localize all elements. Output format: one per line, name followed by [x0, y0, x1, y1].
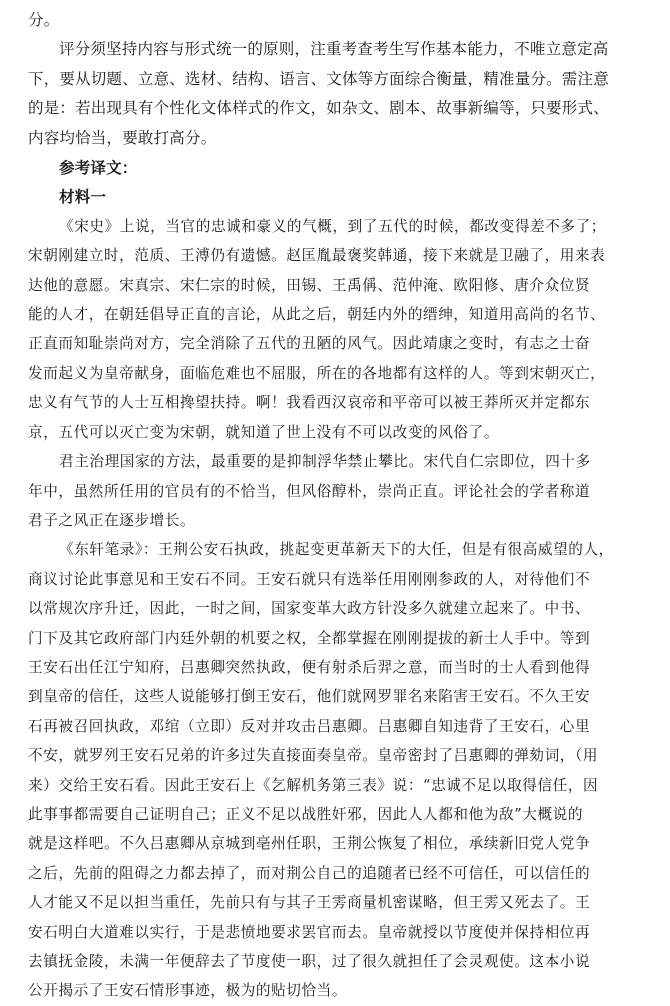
para2-line-1: 君主治理国家的方法，最重要的是抑制浮华禁止攀比。宋代自仁宗即位，四十多: [59, 453, 591, 471]
para3-line-6: 到皇帝的信任，这些人说能够打倒王安石，他们就网罗罪名来陷害王安石。不久王安: [28, 688, 591, 706]
para3-line-3: 以常规次序升迁，因此，一时之间，国家变革大政方针没多久就建立起来了。中书、: [28, 600, 591, 618]
intro-line-1: 分。: [28, 11, 60, 29]
para3-line-7: 石再被召回执政，邓绾（立即）反对并攻击吕惠卿。吕惠卿自知违背了王安石，心里: [28, 717, 591, 735]
para2-line-2: 年中，虽然所任用的官员有的不恰当，但风俗醇朴，崇尚正直。评论社会的学者称道: [28, 482, 591, 500]
para3-line-9: 来）交给王安石看。因此王安石上《乞解机务第三表》说：“忠诚不足以取得信任，因: [28, 776, 599, 794]
para3-line-14: 安石明白大道难以实行，于是悲愤地要求罢官而去。皇帝就授以节度使并保持相位再: [28, 923, 591, 941]
para2-line-3: 君子之风正在逐步增长。: [28, 511, 196, 529]
para3-line-1: 《东轩笔录》：王荆公安石执政，挑起变更革新天下的大任，但是有很高威望的人，: [59, 541, 614, 559]
para3-line-15: 去镇抚金陵，未满一年便辞去了节度使一职，过了很久就担任了会灵观使。这本小说: [28, 953, 591, 970]
para3-line-11: 就是这样吧。不久吕惠卿从京城到亳州任职，王荆公恢复了相位，承续新旧党人党争: [28, 835, 591, 853]
para1-line-1: 《宋史》上说，当官的忠诚和豪义的气概，到了五代的时候，都改变得差不多了；: [59, 217, 606, 235]
para1-line-8: 京，五代可以灭亡变为宋朝，就知道了世上没有不可以改变的风俗了。: [28, 423, 500, 441]
material-heading: 材料一: [59, 187, 107, 207]
para3-line-12: 之后，先前的阻碍之力都去掉了，而对荆公自己的追随者已经不可信任，可以信任的: [28, 864, 591, 882]
para1-line-7: 忠义有气节的人士互相搀望扶持。啊！我看西汉哀帝和平帝可以被王莽所灭并定都东: [28, 394, 591, 412]
para3-line-8: 不安，就罗列王安石兄弟的许多过失直接面奏皇帝。皇帝密封了吕惠卿的弹劾词，（用: [28, 747, 599, 765]
para3-line-5: 王安石出任江宁知府，吕惠卿突然执政，便有射杀后羿之意，而当时的士人看到他得: [28, 658, 591, 676]
para1-line-4: 能的人才，在朝廷倡导正直的言论，从此之后，朝廷内外的缙绅，知道用高尚的名节、: [28, 306, 606, 324]
para3-line-13: 人才能又不足以担当重任，先前只有与其子王雱商量机密谋略，但王雱又死去了。王: [28, 894, 591, 912]
para1-line-2: 宋朝刚建立时，范质、王溥仍有遗憾。赵匡胤最褒奖韩通，接下来就是卫融了，用来表: [28, 247, 606, 265]
para1-line-6: 发而起义为皇帝献身，面临危难也不屈服，所在的各地都有这样的人。等到宋朝灭亡，: [28, 364, 606, 382]
intro-line-4: 的是：若出现具有个性化文体样式的作文，如杂文、剧本、故事新编等，只要形式、: [28, 99, 609, 118]
intro-line-5: 内容均恰当，要敢打高分。: [28, 128, 217, 147]
para1-line-3: 达他的意愿。宋真宗、宋仁宗的时候，田锡、王禹偁、范仲淹、欧阳修、唐介众位贤: [28, 276, 591, 294]
intro-line-3: 下，要从切题、立意、选材、结构、语言、文体等方面综合衡量，精准量分。需注意: [28, 69, 609, 88]
para3-line-2: 商议讨论此事意见和王安石不同。王安石就只有选举任用刚刚参政的人，对待他们不: [28, 570, 591, 588]
para3-line-10: 此事事都需要自己证明自己；正义不足以战胜奸邪，因此人人都和他为敌”大概说的: [28, 805, 584, 823]
intro-line-2: 评分须坚持内容与形式统一的原则，注重考查考生写作基本能力，不唯立意定高: [59, 40, 609, 59]
section-heading: 参考译文：: [59, 158, 138, 178]
para3-line-4: 门下及其它政府部门内廷外朝的机要之权，全都掌握在刚刚提拔的新士人手中。等到: [28, 629, 591, 647]
para3-line-16: 公开揭示了王安石情形事迹，极为的贴切恰当。: [28, 982, 348, 1000]
para1-line-5: 正直而知耻崇尚对方，完全消除了五代的丑陋的风气。因此靖康之变时，有志之士奋: [28, 335, 591, 353]
